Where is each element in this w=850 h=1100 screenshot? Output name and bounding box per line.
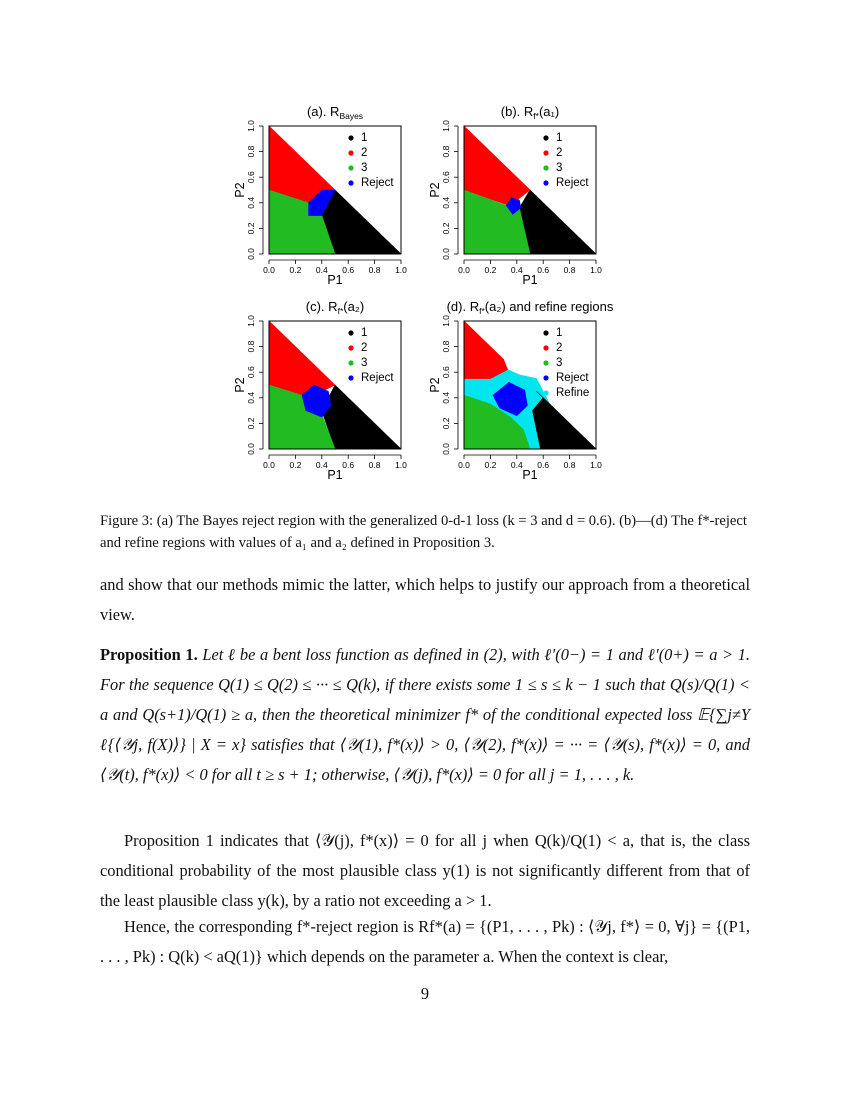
y-tick-label: 0.6: [441, 366, 451, 379]
x-tick-label: 0.2: [289, 460, 302, 470]
caption-text-2: The f*-reject and refine regions with values of a₁ and a₂ defined in Proposition 3.: [100, 513, 747, 551]
x-tick-label: 0.6: [342, 265, 355, 275]
caption-text-1: (a) The Bayes reject region with the generalized 0-d-1 loss (k = 3 and d = 0.6). (b)—(d): [156, 513, 668, 529]
x-tick-label: 0.4: [315, 460, 328, 470]
y-tick-label: 0.2: [441, 222, 451, 235]
figure-panel-a: [229, 100, 429, 296]
x-tick-label: 0.8: [368, 265, 381, 275]
caption-label: Figure 3:: [100, 513, 154, 529]
region-class-2: [269, 321, 335, 395]
x-tick-label: 0.8: [563, 265, 576, 275]
y-tick-label: 0.8: [246, 340, 256, 353]
page-number: 9: [420, 984, 430, 1003]
paragraph-reject-region: Hence, the corresponding f*-reject region is Rf*(a) = {(P1, . . . , Pk) : ⟨𝒴j, f*⟩ = 0, ∀j} = {(P1, . . . , Pk) : Q(k) < aQ(1)} which depends on the parameter a. When the context is clear,: [100, 917, 750, 966]
panel-svg: [229, 295, 429, 491]
legend: [543, 327, 589, 399]
legend-marker: [543, 345, 548, 350]
x-tick-label: 0.0: [458, 460, 470, 470]
panel-title: (c). $R_{f*}(a_2)$: [305, 299, 365, 316]
panel-svg: [424, 295, 624, 491]
y-tick-label: 0.4: [246, 196, 256, 209]
x-axis-label: P1: [327, 273, 343, 287]
proposition-1: [100, 640, 750, 790]
legend-marker: [348, 150, 353, 155]
x-tick-label: 0.8: [368, 460, 381, 470]
y-tick-label: 0.0: [246, 248, 256, 260]
y-axis-label: P2: [233, 377, 247, 393]
legend-marker: [543, 330, 548, 335]
y-tick-label: 0.0: [441, 248, 451, 260]
x-axis-label: P1: [522, 468, 538, 482]
paragraph-intro: and show that our methods mimic the latter, which helps to justify our approach from a theoretical view.: [100, 575, 750, 624]
legend-label: 2: [361, 342, 368, 354]
legend-label: 2: [361, 147, 368, 159]
proposition-body: Let ℓ be a bent loss function as defined in (2), with ℓ′(0−) = 1 and ℓ′(0+) = a > 1. For the sequence Q(1) ≤ Q(2) ≤ ··· ≤ Q(k), if there exists some 1 ≤ s ≤ k − 1 such that Q(s)/Q(1) < a and Q(s+1)/Q(1) ≥ a, then the theoretical minimizer f* of the conditional expected loss 𝔼{∑j≠Y ℓ{⟨𝒴j, f(X)⟩} | X = x} satisfies that ⟨𝒴(1), f*(x)⟩ > 0, ⟨𝒴(2), f*(x)⟩ = ··· = ⟨𝒴(s), f*(x)⟩ = 0, and ⟨𝒴(t), f*(x)⟩ < 0 for all t ≥ s + 1; otherwise, ⟨𝒴(j), f*(x)⟩ = 0 for all j = 1, . . . , k.: [100, 645, 750, 784]
region-layer: [269, 126, 401, 254]
x-tick-label: 0.0: [458, 265, 470, 275]
legend-label: 1: [556, 132, 563, 144]
region-class-1: [322, 190, 401, 254]
y-tick-label: 0.6: [441, 171, 451, 184]
region-layer: [269, 321, 401, 449]
paragraph-proposition-discussion: Proposition 1 indicates that ⟨𝒴(j), f*(x)⟩ = 0 for all j when Q(k)/Q(1) < a, that is, the class conditional probability of the most plausible class y(1) is not significantly different from that of the least plausible class y(k), by a ratio not exceeding a > 1.: [100, 831, 750, 910]
x-tick-label: 0.2: [484, 265, 497, 275]
legend: [348, 132, 394, 189]
y-tick-label: 0.0: [246, 443, 256, 455]
legend-marker: [543, 150, 548, 155]
x-tick-label: 0.0: [263, 460, 275, 470]
x-tick-label: 1.0: [590, 265, 602, 275]
y-tick-label: 0.8: [441, 340, 451, 353]
legend-label: 3: [361, 357, 368, 369]
legend-label: 3: [361, 162, 368, 174]
x-tick-label: 0.6: [342, 460, 355, 470]
legend-marker: [348, 165, 353, 170]
region-class-1: [322, 385, 401, 449]
x-tick-label: 1.0: [590, 460, 602, 470]
x-axis-label: P1: [327, 468, 343, 482]
legend-marker: [348, 375, 353, 380]
y-tick-label: 0.2: [441, 417, 451, 430]
legend-label: 1: [361, 132, 368, 144]
y-tick-label: 0.4: [246, 391, 256, 404]
x-tick-label: 1.0: [395, 265, 407, 275]
legend-marker: [543, 135, 548, 140]
y-tick-label: 0.6: [246, 171, 256, 184]
legend-marker: [543, 165, 548, 170]
figure-panel-c: [229, 295, 429, 491]
legend-label: Reject: [556, 372, 589, 384]
y-tick-label: 0.2: [246, 417, 256, 430]
x-tick-label: 1.0: [395, 460, 407, 470]
panel-title: (b). $R_{f*}(a_1)$: [500, 104, 560, 121]
y-axis-label: P2: [233, 182, 247, 198]
region-class-1: [533, 398, 596, 449]
y-axis-label: P2: [428, 182, 442, 198]
legend-marker: [348, 330, 353, 335]
y-tick-label: 0.6: [246, 366, 256, 379]
legend-label: 2: [556, 342, 563, 354]
legend-marker: [348, 180, 353, 185]
y-tick-label: 1.0: [441, 120, 451, 132]
panel-svg: [424, 100, 624, 296]
y-tick-label: 0.2: [246, 222, 256, 235]
y-tick-label: 0.8: [441, 145, 451, 158]
legend-marker: [543, 375, 548, 380]
region-class-2: [464, 321, 508, 379]
y-tick-label: 1.0: [441, 315, 451, 327]
legend-marker: [348, 360, 353, 365]
panel-svg: [229, 100, 429, 296]
figure-panel-d: [424, 295, 624, 491]
y-tick-label: 1.0: [246, 315, 256, 327]
x-tick-label: 0.2: [289, 265, 302, 275]
x-tick-label: 0.4: [315, 265, 328, 275]
legend-marker: [348, 345, 353, 350]
legend-marker: [543, 360, 548, 365]
legend: [543, 132, 589, 189]
legend-label: Reject: [361, 372, 394, 384]
legend-marker: [543, 180, 548, 185]
x-tick-label: 0.8: [563, 460, 576, 470]
legend-label: Refine: [556, 387, 590, 399]
figure-panel-b: [424, 100, 624, 296]
y-axis-label: P2: [428, 377, 442, 393]
legend-marker: [348, 135, 353, 140]
legend-label: 1: [361, 327, 368, 339]
y-tick-label: 1.0: [246, 120, 256, 132]
panel-title: (d). $R_{f*}(a_2)$ and refine regions: [446, 299, 614, 316]
proposition-label: Proposition 1.: [100, 645, 198, 664]
legend-label: 2: [556, 147, 563, 159]
legend-label: 1: [556, 327, 563, 339]
y-tick-label: 0.4: [441, 196, 451, 209]
x-tick-label: 0.4: [510, 265, 523, 275]
legend-marker: [543, 390, 548, 395]
region-layer: [464, 126, 596, 254]
x-tick-label: 0.6: [537, 265, 550, 275]
y-tick-label: 0.0: [441, 443, 451, 455]
x-tick-label: 0.6: [537, 460, 550, 470]
legend-label: 3: [556, 162, 563, 174]
x-axis-label: P1: [522, 273, 538, 287]
x-tick-label: 0.4: [510, 460, 523, 470]
x-tick-label: 0.0: [263, 265, 275, 275]
y-tick-label: 0.4: [441, 391, 451, 404]
panel-title: (a). $R_{Bayes}$: [306, 104, 364, 121]
legend: [348, 327, 394, 384]
y-tick-label: 0.8: [246, 145, 256, 158]
legend-label: Reject: [361, 177, 394, 189]
figure-caption: [100, 510, 750, 554]
legend-label: 3: [556, 357, 563, 369]
region-class-1: [519, 190, 596, 254]
x-tick-label: 0.2: [484, 460, 497, 470]
region-layer: [464, 321, 596, 449]
legend-label: Reject: [556, 177, 589, 189]
